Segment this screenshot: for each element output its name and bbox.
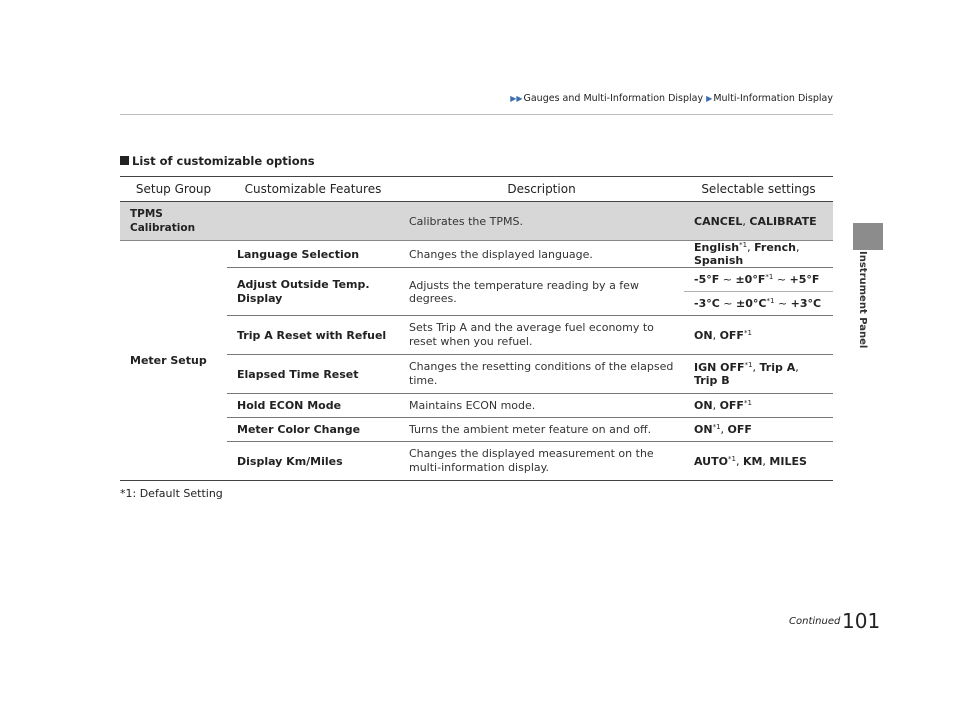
side-tab (853, 223, 883, 250)
footnote: *1: Default Setting (120, 487, 223, 500)
setting-calibrate: CALIBRATE (749, 214, 817, 228)
tpms-settings: CANCEL, CALIBRATE (684, 202, 833, 241)
setting-cancel: CANCEL (694, 214, 743, 228)
feature-name: Hold ECON Mode (227, 394, 399, 418)
table-row (120, 355, 833, 394)
setting-values: English$^{*1}$, French, Spanish (684, 241, 833, 268)
feature-description: Adjusts the temperature reading by a few degrees. (399, 268, 684, 316)
feature-description: Maintains ECON mode. (399, 394, 684, 418)
header-rule (120, 114, 833, 115)
breadcrumb (510, 93, 833, 104)
setting-values: IGN OFF$^{*1}$, Trip A, Trip B (684, 355, 833, 394)
arrow-icon: ▶ (706, 94, 713, 103)
setting-values-fahrenheit: -5°F ~ $\pm 0^\circ F^{*1}$ ~ +5°F (684, 268, 833, 292)
group-meter-setup: Meter Setup (120, 241, 227, 481)
tpms-feature-empty (227, 202, 399, 241)
feature-name: Display Km/Miles (227, 442, 399, 481)
breadcrumb-item-mid[interactable]: Multi-Information Display (713, 93, 833, 104)
group-tpms: TPMS Calibration (120, 202, 227, 241)
setting-values: ON, OFF$^{*1}$ (684, 316, 833, 355)
square-bullet-icon (120, 156, 129, 165)
setting-values: AUTO$^{*1}$, KM, MILES (684, 442, 833, 481)
feature-name: Elapsed Time Reset (227, 355, 399, 394)
feature-description: Sets Trip A and the average fuel economy to reset when you refuel. (399, 316, 684, 355)
setting-values: ON$^{*1}$, OFF (684, 418, 833, 442)
feature-name: Adjust Outside Temp. Display (227, 268, 399, 316)
double-arrow-icon: ▶▶ (510, 94, 523, 103)
table-row (120, 394, 833, 418)
feature-description: Changes the resetting conditions of the elapsed time. (399, 355, 684, 394)
setting-values: ON, OFF$^{*1}$ (684, 394, 833, 418)
table-row (120, 418, 833, 442)
table-row (120, 268, 833, 292)
feature-name: Trip A Reset with Refuel (227, 316, 399, 355)
table-row (120, 316, 833, 355)
options-table (120, 176, 833, 481)
feature-description: Changes the displayed measurement on the multi-information display. (399, 442, 684, 481)
feature-name: Meter Color Change (227, 418, 399, 442)
setting-values-celsius: -3°C ~ $\pm 0^\circ C^{*1}$ ~ +3°C (684, 292, 833, 316)
section-title (120, 154, 315, 168)
table-header-row (120, 177, 833, 202)
continued-label: Continued (789, 616, 841, 627)
page-number: 101 (842, 609, 881, 633)
side-tab-label: Instrument Panel (857, 251, 868, 349)
header-settings: Selectable settings (684, 177, 833, 202)
breadcrumb-item-gauges[interactable]: Gauges and Multi-Information Display (523, 93, 704, 104)
header-features: Customizable Features (227, 177, 399, 202)
feature-description: Changes the displayed language. (399, 241, 684, 268)
section-title-text: List of customizable options (132, 154, 315, 168)
table-row (120, 442, 833, 481)
tpms-description: Calibrates the TPMS. (399, 202, 684, 241)
feature-name: Language Selection (227, 241, 399, 268)
table-row (120, 241, 833, 268)
feature-description: Turns the ambient meter feature on and off. (399, 418, 684, 442)
table-row-tpms (120, 202, 833, 241)
header-setup-group: Setup Group (120, 177, 227, 202)
header-description: Description (399, 177, 684, 202)
